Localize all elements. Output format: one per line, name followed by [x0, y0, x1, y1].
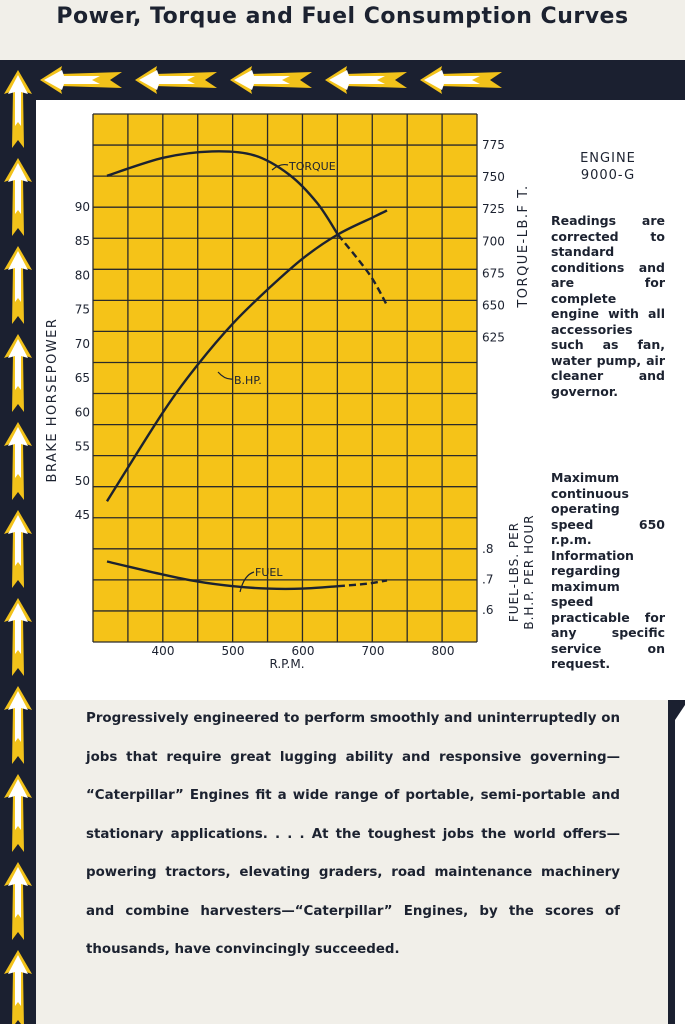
- torque-tick-label: 700: [482, 234, 505, 249]
- x-tick-label: 500: [221, 644, 245, 658]
- x-tick-label: 800: [431, 644, 455, 658]
- bhp-series-label: B.HP.: [234, 374, 262, 387]
- fuel-series-label: FUEL: [255, 566, 283, 579]
- torque-tick-label: 750: [482, 170, 505, 185]
- torque-axis-title: TORQUE-LB.F T.: [516, 184, 531, 308]
- fuel-tick-label: .8: [482, 542, 494, 556]
- readings-note: Readings are corrected to standard conditions and are for complete engine with all accessories such as fan, water pump, air cleaner and governor.: [551, 213, 665, 399]
- torque-tick-label: 675: [482, 266, 505, 281]
- bhp-tick-label: 60: [74, 405, 90, 420]
- torque-series-label: TORQUE: [289, 160, 336, 173]
- torque-tick-label: 775: [482, 138, 505, 152]
- right-edge-arrows: [668, 680, 685, 1024]
- engine-label: ENGINE 9000-G: [580, 151, 636, 183]
- torque-tick-label: 725: [482, 202, 505, 217]
- chart-grid-background: [93, 114, 477, 642]
- bhp-tick-label: 70: [74, 336, 90, 351]
- fuel-tick-label: .6: [482, 603, 494, 617]
- torque-tick-label: 650: [482, 298, 505, 313]
- fuel-tick-label: .7: [482, 572, 494, 587]
- x-axis-title: R.P.M.: [269, 657, 305, 671]
- bhp-tick-label: 65: [74, 371, 90, 386]
- operating-speed-note: Maximum continuous operating speed 650 r.p.m. Information regarding maximum speed practicable for any specific service on request.: [551, 470, 665, 671]
- bhp-axis-title: BRAKE HORSEPOWER: [45, 317, 60, 483]
- x-tick-label: 400: [151, 644, 175, 658]
- x-tick-label: 700: [361, 644, 385, 658]
- bhp-tick-label: 45: [74, 508, 90, 522]
- bhp-tick-label: 80: [74, 268, 90, 283]
- torque-tick-label: 625: [482, 330, 505, 345]
- body-paragraph: Progressively engineered to perform smoothly and uninterruptedly on jobs that require great lugging ability and responsive governing— “Caterpillar” Engines fit a wide range of portable, semi-portable and stationary applications. . . . At the toughest jobs the world offers— powering tractors, elevating graders, road maintenance machinery and combine harvesters—“Caterpillar” Engines, by the scores of thousands, have convincingly succeeded.: [86, 711, 620, 957]
- page-title: Power, Torque and Fuel Consumption Curves: [56, 4, 629, 29]
- bhp-tick-label: 55: [74, 439, 90, 454]
- x-tick-label: 600: [291, 644, 315, 658]
- bhp-tick-label: 85: [74, 234, 90, 249]
- bhp-tick-label: 90: [74, 200, 90, 214]
- fuel-axis-title-line1: FUEL-LBS. PER: [507, 521, 521, 623]
- fuel-axis-title-line2: B.H.P. PER HOUR: [522, 514, 536, 630]
- bhp-tick-label: 50: [74, 473, 90, 488]
- bhp-tick-label: 75: [74, 302, 90, 317]
